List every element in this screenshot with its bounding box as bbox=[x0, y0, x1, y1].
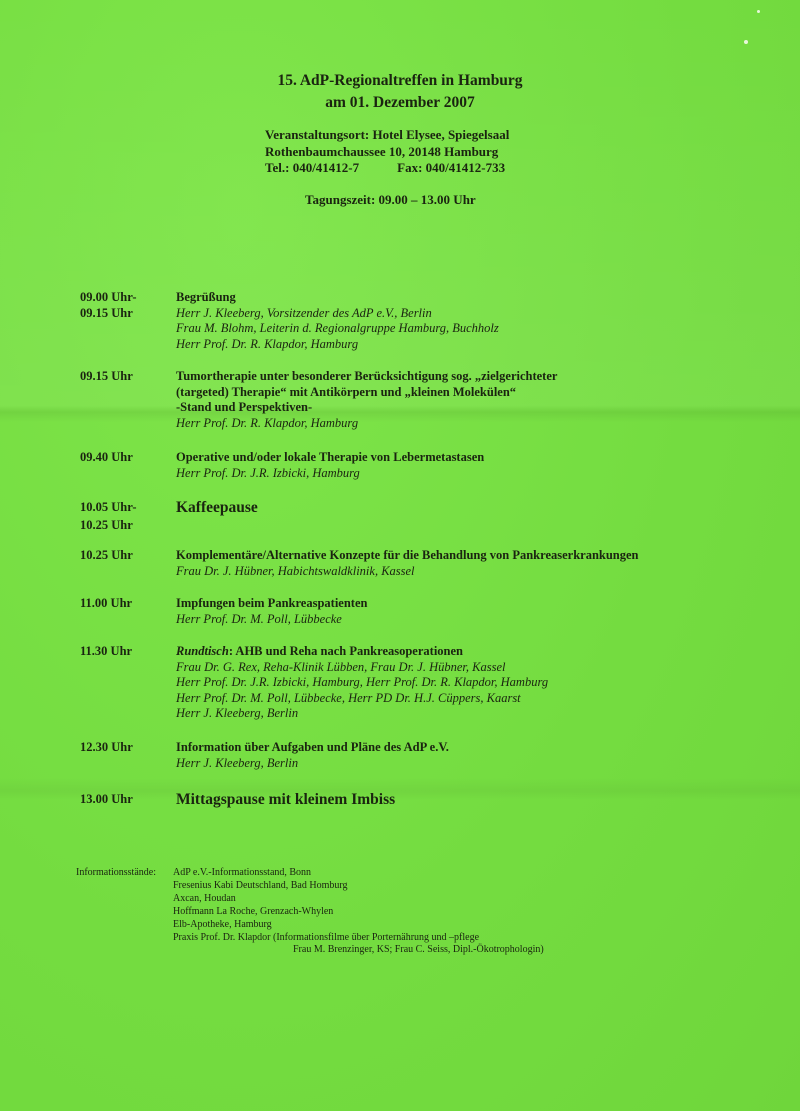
agenda-time-line: 10.25 Uhr bbox=[80, 517, 133, 532]
agenda-time bbox=[80, 596, 170, 612]
agenda-time bbox=[80, 369, 170, 385]
info-stand-item: Hoffmann La Roche, Grenzach-Whylen bbox=[173, 905, 334, 917]
agenda-title-line: Tumortherapie unter besonderer Berücksichtigung sog. „zielgerichteter bbox=[176, 369, 558, 383]
agenda-time-line: 09.15 Uhr bbox=[80, 305, 133, 320]
agenda-time bbox=[80, 290, 170, 321]
agenda-description bbox=[176, 498, 776, 518]
agenda-time bbox=[80, 644, 170, 660]
agenda-description bbox=[176, 790, 776, 810]
title-line-2: am 01. Dezember 2007 bbox=[325, 94, 475, 111]
agenda-time bbox=[80, 450, 170, 466]
agenda-title-lead: Rundtisch bbox=[176, 644, 229, 658]
agenda-speaker: Herr Prof. Dr. J.R. Izbicki, Hamburg, Herr Prof. Dr. R. Klapdor, Hamburg bbox=[176, 675, 549, 689]
agenda-description bbox=[176, 369, 776, 431]
agenda-title-line: Komplementäre/Alternative Konzepte für die Behandlung von Pankreaserkrankungen bbox=[176, 548, 639, 562]
agenda-time-line: 13.00 Uhr bbox=[80, 792, 133, 806]
agenda-speaker: Frau Dr. J. Hübner, Habichtswaldklinik, Kassel bbox=[176, 563, 415, 578]
agenda-title-line: (targeted) Therapie“ mit Antikörpern und „kleinen Molekülen“ bbox=[176, 384, 517, 399]
agenda-time-line: 09.00 Uhr- bbox=[80, 290, 137, 304]
agenda-time-line: 12.30 Uhr bbox=[80, 740, 133, 754]
agenda-description bbox=[176, 740, 776, 771]
venue-block bbox=[265, 127, 509, 177]
agenda-speaker: Herr Prof. Dr. R. Klapdor, Hamburg bbox=[176, 415, 359, 430]
venue-fax: Fax: 040/41412-733 bbox=[397, 160, 506, 175]
venue-line-1: Veranstaltungsort: Hotel Elysee, Spiegelsaal bbox=[265, 127, 510, 142]
agenda-break-title: Kaffeepause bbox=[176, 499, 258, 516]
agenda-speaker: Herr J. Kleeberg, Vorsitzender des AdP e.V., Berlin bbox=[176, 305, 432, 320]
agenda-time bbox=[80, 740, 170, 756]
info-stand-item: AdP e.V.-Informationsstand, Bonn bbox=[173, 867, 312, 878]
info-stand-note: Frau M. Brenzinger, KS; Frau C. Seiss, Dipl.-Ökotrophologin) bbox=[293, 944, 544, 956]
agenda-time-line: 09.40 Uhr bbox=[80, 450, 133, 464]
agenda-speaker: Herr Prof. Dr. R. Klapdor, Hamburg bbox=[176, 336, 359, 351]
agenda-title-line: -Stand und Perspektiven- bbox=[176, 400, 313, 414]
agenda-time-line: 09.15 Uhr bbox=[80, 369, 133, 383]
venue-line-2: Rothenbaumchaussee 10, 20148 Hamburg bbox=[265, 143, 499, 159]
paper-speck bbox=[744, 40, 748, 44]
info-stands-label: Informationsstände: bbox=[76, 867, 156, 878]
tagungszeit: Tagungszeit: 09.00 – 13.00 Uhr bbox=[305, 192, 476, 207]
agenda-description bbox=[176, 596, 776, 627]
agenda-time bbox=[80, 548, 170, 564]
info-stands-list bbox=[173, 867, 544, 957]
agenda-speaker: Herr Prof. Dr. J.R. Izbicki, Hamburg bbox=[176, 465, 360, 480]
agenda-time bbox=[80, 500, 170, 533]
agenda-title-line: Impfungen beim Pankreaspatienten bbox=[176, 596, 368, 610]
agenda-description bbox=[176, 548, 776, 579]
agenda-speaker: Herr Prof. Dr. M. Poll, Lübbecke bbox=[176, 611, 342, 626]
info-stand-item: Elb-Apotheke, Hamburg bbox=[173, 918, 272, 930]
agenda-speaker: Frau M. Blohm, Leiterin d. Regionalgruppe Hamburg, Buchholz bbox=[176, 321, 499, 335]
agenda-time-line: 11.30 Uhr bbox=[80, 644, 133, 658]
agenda-speaker: Herr J. Kleeberg, Berlin bbox=[176, 706, 299, 720]
agenda-time-line: 11.00 Uhr bbox=[80, 596, 133, 610]
agenda-time-line: 10.05 Uhr- bbox=[80, 500, 137, 514]
agenda-description bbox=[176, 450, 776, 481]
venue-tel: Tel.: 040/41412-7 bbox=[265, 160, 360, 175]
agenda-speaker: Frau Dr. G. Rex, Reha-Klinik Lübben, Frau Dr. J. Hübner, Kassel bbox=[176, 659, 506, 674]
agenda-title-line: Information über Aufgaben und Pläne des AdP e.V. bbox=[176, 740, 449, 754]
info-stand-item: Fresenius Kabi Deutschland, Bad Homburg bbox=[173, 879, 348, 891]
info-stand-item: Praxis Prof. Dr. Klapdor (Informationsfilme über Porternährung und –pflege bbox=[173, 931, 480, 943]
title-line-1: 15. AdP-Regionaltreffen in Hamburg bbox=[277, 72, 523, 89]
paper-speck bbox=[757, 10, 760, 13]
agenda-description bbox=[176, 290, 776, 352]
venue-contact bbox=[265, 160, 509, 177]
agenda-speaker: Herr Prof. Dr. M. Poll, Lübbecke, Herr PD Dr. H.J. Cüppers, Kaarst bbox=[176, 690, 521, 705]
agenda-break-title: Mittagspause mit kleinem Imbiss bbox=[176, 791, 396, 808]
agenda-speaker: Herr J. Kleeberg, Berlin bbox=[176, 755, 299, 770]
info-stand-item: Axcan, Houdan bbox=[173, 892, 236, 904]
event-title bbox=[0, 70, 800, 114]
agenda-title-text: : AHB und Reha nach Pankreasoperationen bbox=[228, 644, 463, 658]
agenda-time-line: 10.25 Uhr bbox=[80, 548, 133, 562]
agenda-title-line bbox=[176, 644, 776, 660]
agenda-title-line: Begrüßung bbox=[176, 290, 236, 304]
agenda-description bbox=[176, 644, 776, 722]
agenda-time bbox=[80, 792, 170, 808]
agenda-title-line: Operative und/oder lokale Therapie von Lebermetastasen bbox=[176, 450, 485, 464]
